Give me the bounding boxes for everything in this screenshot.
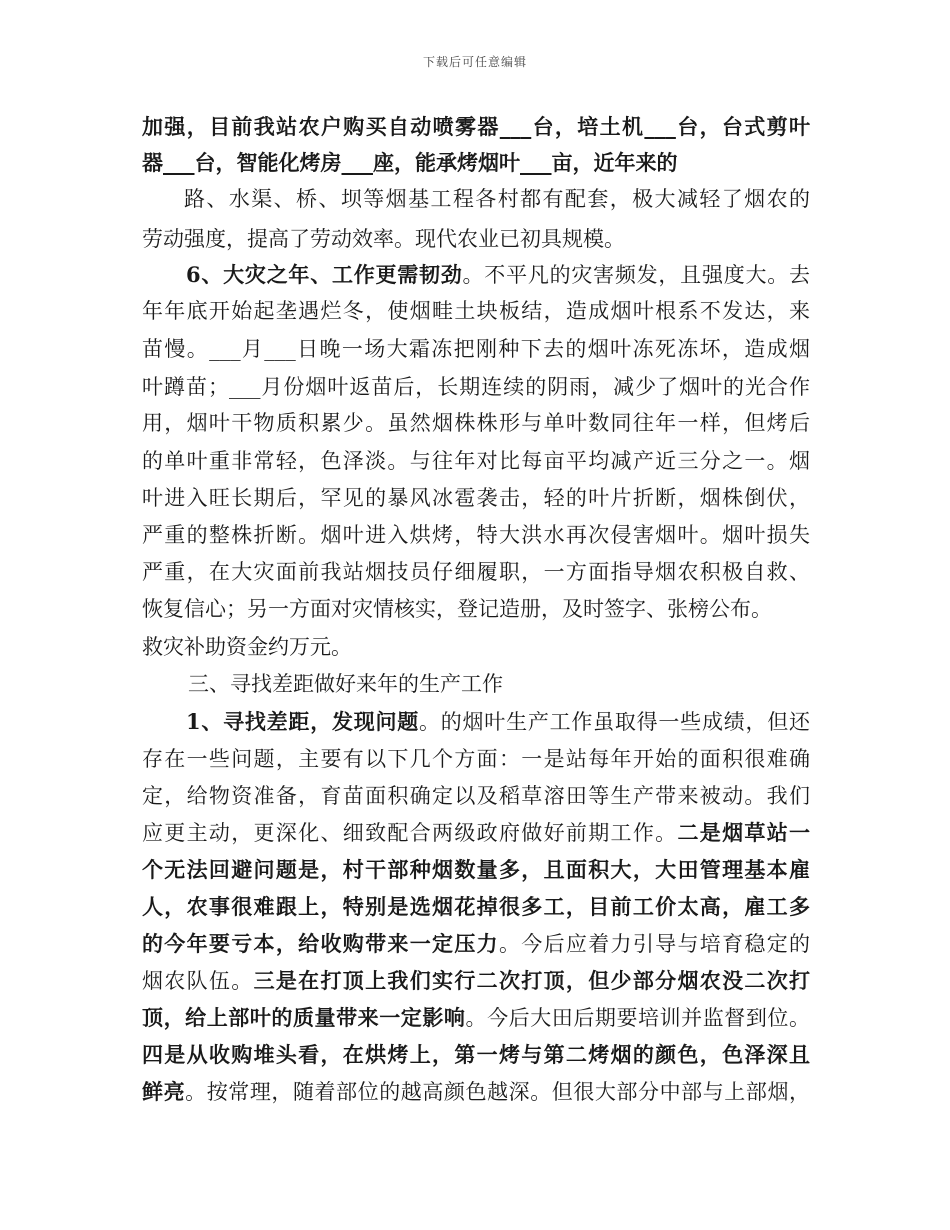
text-line <box>142 890 810 924</box>
line-segment: 的今年要亏本，给收购带来一定压力 <box>142 931 499 956</box>
line-segment: 应更主动，更深化、细致配合两级政府做好前期工作。 <box>142 821 678 845</box>
line-segment: 严重，在大灾面前我站烟技员仔细履职，一方面指导烟农积极自救、 <box>142 560 810 584</box>
line-segment: 三、寻找差距做好来年的生产工作 <box>188 672 503 696</box>
line-segment: 四是从收购堆头看，在烘烤上，第一烤与第二烤烟的颜色，色泽深且 <box>142 1042 810 1067</box>
line-segment: 存在一些问题，主要有以下几个方面：一是站每年开始的面积很难确 <box>142 747 810 771</box>
line-segment: 苗慢。___月___日晚一场大霜冻把刚种下去的烟叶冻死冻坏，造成烟 <box>142 337 810 361</box>
text-line <box>142 222 810 256</box>
line-segment: 三是在打顶上我们实行二次打顶，但少部分烟农没二次打 <box>253 968 811 993</box>
line-segment: 用，烟叶干物质积累少。虽然烟株株形与单叶数同往年一样，但烤后 <box>142 411 810 435</box>
line-segment: 加强，目前我站农户购买自动喷雾器___台，培土机___台，台式剪叶 <box>142 114 810 139</box>
text-line <box>142 555 810 589</box>
text-line <box>142 518 810 552</box>
line-segment: 。的烟叶生产工作虽取得一些成绩，但还 <box>419 710 810 734</box>
line-segment: 路、水渠、桥、坝等烟基工程各村都有配套，极大减轻了烟农的 <box>184 187 810 211</box>
text-line <box>142 742 810 776</box>
line-segment: 。不平凡的灾害频发，且强度大。去 <box>462 263 810 287</box>
line-segment: 的单叶重非常轻，色泽淡。与往年对比每亩平均减产近三分之一。烟 <box>142 449 810 473</box>
text-line <box>186 705 810 739</box>
text-line <box>142 964 810 998</box>
text-line <box>142 927 810 961</box>
text-line <box>142 779 810 813</box>
line-segment: 严重的整株折断。烟叶进入烘烤，特大洪水再次侵害烟叶。烟叶损失 <box>142 523 810 547</box>
text-line <box>142 406 810 440</box>
line-segment: 定，给物资准备，育苗面积确定以及稻草溶田等生产带来被动。我们 <box>142 784 810 808</box>
text-line <box>142 294 810 328</box>
line-segment: 烟农队伍。 <box>142 969 254 993</box>
text-line <box>184 182 810 216</box>
text-line <box>142 1038 810 1072</box>
text-line <box>142 146 810 180</box>
line-segment: 恢复信心；另一方面对灾情核实，登记造册，及时签字、张榜公布。 <box>142 597 772 621</box>
text-line <box>142 1075 810 1109</box>
line-segment: 叶进入旺长期后，罕见的暴风冰雹袭击，轻的叶片折断，烟株倒伏， <box>142 486 810 510</box>
line-segment: 叶蹲苗；___月份烟叶返苗后，长期连续的阴雨，减少了烟叶的光合作 <box>142 375 810 399</box>
text-line <box>142 370 810 404</box>
line-segment: 人，农事很难跟上，特别是选烟花掉很多工，目前工价太高，雇工多 <box>142 894 810 919</box>
page-header: 下载后可任意编辑 <box>422 55 527 69</box>
text-line <box>142 853 810 887</box>
line-segment: 器___台，智能化烤房___座，能承烤烟叶___亩，近年来的 <box>142 150 678 175</box>
line-segment: 。今后大田后期要培训并监督到位。 <box>465 1006 810 1030</box>
text-line <box>142 444 810 478</box>
line-segment: 二是烟草站一 <box>677 820 811 845</box>
line-segment: 个无法回避问题是，村干部种烟数量多，且面积大，大田管理基本雇 <box>142 857 810 882</box>
text-line <box>142 816 810 850</box>
line-segment: 鲜亮 <box>142 1079 186 1104</box>
text-line <box>142 592 810 626</box>
line-segment: 劳动强度，提高了劳动效率。现代农业已初具规模。 <box>142 227 625 251</box>
text-line <box>142 630 810 664</box>
line-segment: 年年底开始起垄遇烂冬，使烟畦土块板结，造成烟叶根系不发达，来 <box>142 299 810 323</box>
text-line <box>142 481 810 515</box>
text-line <box>142 110 810 144</box>
section-heading <box>188 667 856 701</box>
text-line <box>142 332 810 366</box>
text-line <box>142 1001 810 1035</box>
line-segment: 救灾补助资金约万元。 <box>142 635 352 659</box>
text-line <box>186 258 810 292</box>
line-segment: 。今后应着力引导与培育稳定的 <box>498 932 811 956</box>
line-segment: 6、大灾之年、工作更需韧劲 <box>186 262 463 287</box>
line-segment: 。按常理，随着部位的越高颜色越深。但很大部分中部与上部烟， <box>185 1080 811 1104</box>
line-segment: 1、寻找差距，发现问题 <box>186 709 420 734</box>
line-segment: 顶，给上部叶的质量带来一定影响 <box>142 1005 466 1030</box>
